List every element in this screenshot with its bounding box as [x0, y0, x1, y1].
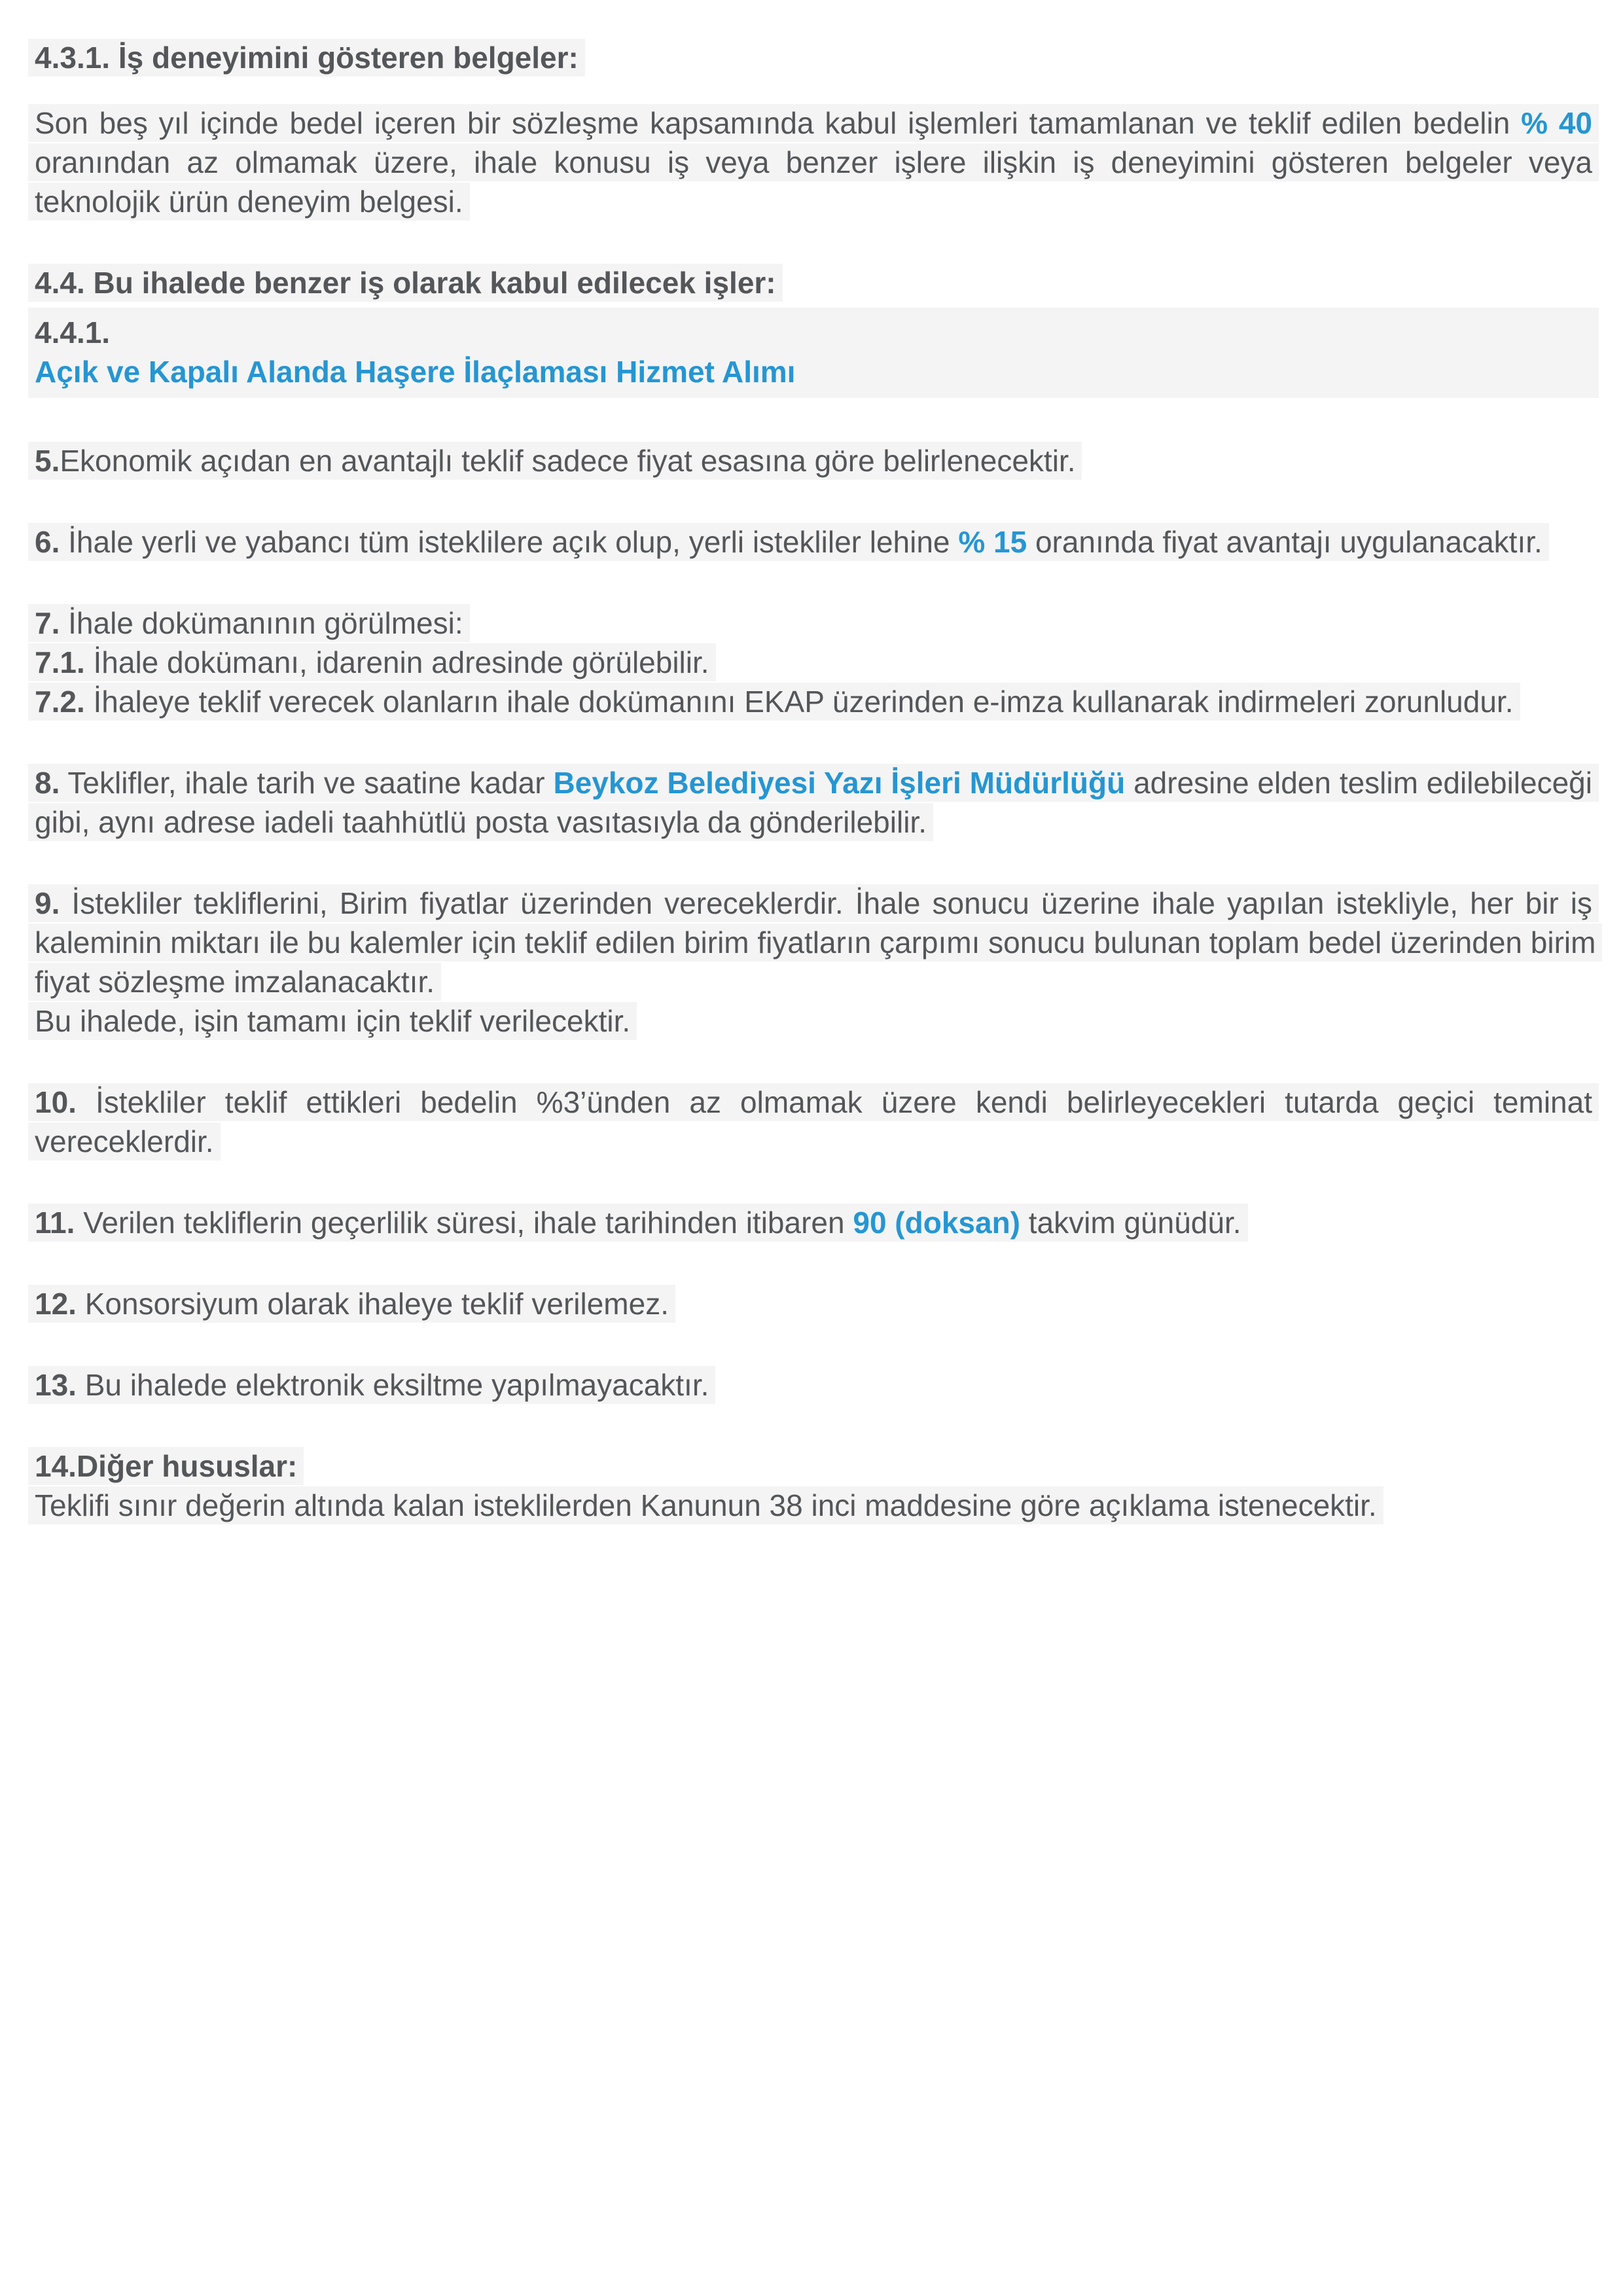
text-line: [35, 313, 1592, 352]
item-8: [28, 763, 1599, 842]
item-12: [28, 1284, 1599, 1323]
text-run: Son beş yıl içinde bedel içeren bir sözleşme kapsamında kabul işlemleri tamamlanan ve teklif edilen bedelin: [35, 106, 1522, 140]
text-line: [28, 263, 1599, 302]
text-run: Bu ihalede, işin tamamı için teklif verilecektir.: [35, 1004, 631, 1038]
text-highlight: [28, 39, 585, 77]
accent-text-run: 90 (doksan): [853, 1206, 1020, 1240]
text-run: 4.3.1. İş deneyimini gösteren belgeler:: [35, 41, 579, 75]
text-run: 6.: [35, 525, 60, 559]
item-5: [28, 441, 1599, 480]
text-run: 4.4.1.: [35, 315, 111, 350]
item-9: [28, 884, 1599, 1041]
text-run: adresine elden teslim edilebileceği gibi, aynı adrese iadeli taahhütlü posta vasıtasıyla da gönderilebilir.: [35, 766, 1592, 839]
text-line: [28, 603, 1599, 643]
text-line: [28, 1365, 1599, 1405]
text-line: [28, 522, 1599, 562]
item-11: [28, 1203, 1599, 1242]
item-14: [28, 1446, 1599, 1525]
text-highlight: [35, 355, 795, 389]
text-line: [28, 1284, 1599, 1323]
text-run: takvim günüdür.: [1020, 1206, 1241, 1240]
item-6: [28, 522, 1599, 562]
text-run: 13.: [35, 1368, 77, 1402]
text-line: [28, 103, 1599, 221]
accent-text-run: % 15: [958, 525, 1027, 559]
accent-text-run: Beykoz Belediyesi Yazı İşleri Müdürlüğü: [553, 766, 1126, 800]
text-line: [28, 1486, 1599, 1525]
section-431-paragraph: [28, 103, 1599, 221]
section-44-heading: [28, 263, 1599, 302]
text-run: oranından az olmamak üzere, ihale konusu iş veya benzer işlere ilişkin iş deneyimini gösteren belgeler veya teknolojik ürün deneyim belgesi.: [35, 145, 1592, 219]
text-run: 11.: [35, 1206, 75, 1240]
text-run: 4.4. Bu ihalede benzer iş olarak kabul edilecek işler:: [35, 266, 776, 300]
text-run: 10.: [35, 1085, 77, 1119]
item-10: [28, 1083, 1599, 1161]
text-line: [35, 352, 1592, 391]
text-run: 8.: [35, 766, 60, 800]
item-13: [28, 1365, 1599, 1405]
text-run: 7.1.: [35, 645, 85, 679]
accent-text-run: Açık ve Kapalı Alanda Haşere İlaçlaması Hizmet Alımı: [35, 355, 796, 389]
text-highlight: [28, 604, 470, 642]
text-highlight: [28, 1486, 1383, 1524]
text-highlight: [28, 884, 1602, 1001]
text-highlight: [28, 264, 783, 302]
text-highlight: [28, 523, 1549, 561]
text-highlight: [28, 1204, 1248, 1242]
text-run: İhaleye teklif verecek olanların ihale dokümanını EKAP üzerinden e-imza kullanarak indirmeleri zorunludur.: [84, 685, 1514, 719]
text-run: İhale dokümanı, idarenin adresinde görülebilir.: [84, 645, 709, 679]
text-run: 12.: [35, 1287, 77, 1321]
text-line: [28, 682, 1599, 721]
text-highlight: [28, 1447, 304, 1485]
text-highlight: [28, 1285, 675, 1323]
text-highlight: [28, 442, 1082, 480]
text-line: [28, 643, 1599, 682]
text-line: [28, 1083, 1599, 1161]
text-highlight: [35, 315, 110, 350]
text-highlight: [28, 683, 1520, 721]
text-line: [28, 1203, 1599, 1242]
item-7: [28, 603, 1599, 721]
text-run: Bu ihalede elektronik eksiltme yapılmayacaktır.: [76, 1368, 709, 1402]
text-highlight: [28, 104, 1599, 221]
text-line: [28, 1446, 1599, 1486]
text-highlight: [28, 764, 1599, 841]
text-highlight: [28, 643, 716, 681]
text-run: 7.: [35, 606, 60, 640]
text-highlight: [28, 1083, 1599, 1160]
text-run: Teklifi sınır değerin altında kalan isteklilerden Kanunun 38 inci maddesine göre açıklama istenecektir.: [35, 1488, 1377, 1522]
text-run: Teklifler, ihale tarih ve saatine kadar: [60, 766, 554, 800]
text-run: oranında fiyat avantajı uygulanacaktır.: [1027, 525, 1543, 559]
text-run: 14.Diğer hususlar:: [35, 1449, 298, 1483]
text-line: [28, 1001, 1599, 1041]
section-441-band: [28, 308, 1599, 398]
text-highlight: [28, 1002, 637, 1040]
text-run: İhale dokümanının görülmesi:: [60, 606, 463, 640]
text-run: Ekonomik açıdan en avantajlı teklif sadece fiyat esasına göre belirlenecektir.: [60, 444, 1076, 478]
text-line: [28, 441, 1599, 480]
section-431-heading: [28, 38, 1599, 77]
text-run: 7.2.: [35, 685, 85, 719]
text-run: İhale yerli ve yabancı tüm isteklilere açık olup, yerli istekliler lehine: [60, 525, 959, 559]
accent-text-run: % 40: [1521, 106, 1592, 140]
text-run: 9.: [35, 886, 60, 920]
text-run: İstekliler tekliflerini, Birim fiyatlar üzerinden vereceklerdir. İhale sonucu üzerine ihale yapılan istekliyle, her bir iş kaleminin miktarı ile bu kalemler için teklif edilen birim fiyatların çarpımı sonucu bulunan toplam bedel üzerinden birim fiyat sözleşme imzalanacaktır.: [35, 886, 1596, 999]
text-run: İstekliler teklif ettikleri bedelin %3’ünden az olmamak üzere kendi belirleyecekleri tutarda geçici teminat vereceklerdir.: [35, 1085, 1592, 1158]
text-run: Konsorsiyum olarak ihaleye teklif verilemez.: [76, 1287, 669, 1321]
text-highlight: [28, 1366, 715, 1404]
text-line: [28, 884, 1599, 1001]
text-run: Verilen tekliflerin geçerlilik süresi, ihale tarihinden itibaren: [75, 1206, 853, 1240]
text-run: 5.: [35, 444, 60, 478]
text-line: [28, 763, 1599, 842]
text-line: [28, 38, 1599, 77]
